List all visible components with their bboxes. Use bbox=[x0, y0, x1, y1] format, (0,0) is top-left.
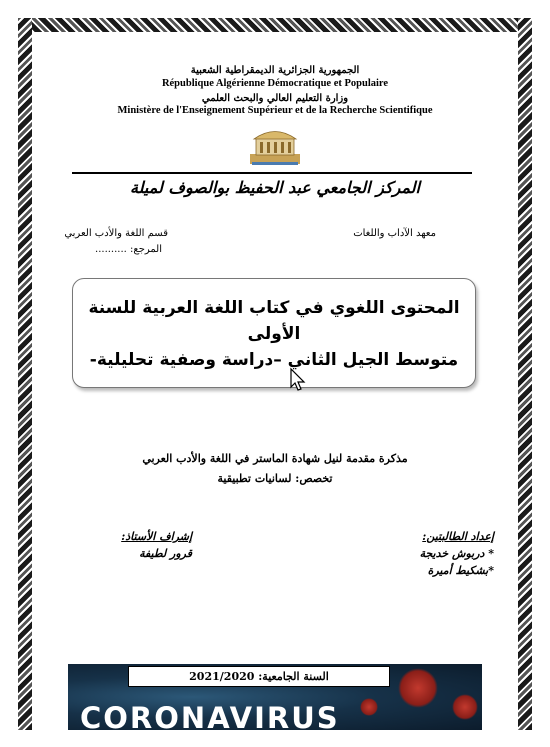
supervisor-label: إشراف الأستاذ: bbox=[121, 530, 192, 543]
virus-particle-icon bbox=[452, 694, 478, 720]
ministry-arabic: وزارة التعليم العالي والبحث العلمي bbox=[201, 93, 349, 104]
memo-purpose: مذكرة مقدمة لنيل شهادة الماستر في اللغة والأدب العربي bbox=[142, 452, 408, 465]
students-block bbox=[420, 528, 494, 579]
ministry-french: Ministère de l'Enseignement Supérieur et de la Recherche Scientifique bbox=[117, 105, 433, 116]
banner-subtitle: COVID-19 bbox=[80, 734, 142, 747]
academic-year: السنة الجامعية: 2021/2020 bbox=[128, 666, 390, 687]
republic-arabic: الجمهورية الجزائرية الديمقراطية الشعبية bbox=[190, 65, 360, 76]
memo-specialty: تخصص: لسانيات تطبيقية bbox=[217, 472, 333, 485]
university-logo bbox=[246, 124, 304, 166]
thesis-title-line2: متوسط الجيل الثاني –دراسة وصفية تحليلية- bbox=[89, 350, 459, 370]
students-label: إعداد الطالبتين: bbox=[422, 530, 494, 543]
decorative-border-top bbox=[18, 18, 532, 32]
thesis-title bbox=[73, 295, 475, 373]
header-divider bbox=[72, 172, 472, 174]
page-frame bbox=[18, 18, 532, 747]
reference-label: المرجع: .......... bbox=[95, 244, 162, 255]
banner-title: CORONAVIRUS bbox=[80, 701, 340, 735]
student-name: * دربوش خديجة bbox=[419, 547, 494, 560]
mouse-pointer-icon bbox=[290, 368, 306, 392]
virus-particle-icon bbox=[398, 668, 438, 708]
virus-particle-icon bbox=[360, 698, 378, 716]
supervisor-block bbox=[121, 528, 192, 562]
decorative-border-right bbox=[518, 18, 532, 730]
supervisor-name: قرور لطيفة bbox=[139, 547, 192, 560]
university-center-name: المركز الجامعي عبد الحفيظ بوالصوف لميلة bbox=[130, 178, 420, 197]
republic-french: République Algérienne Démocratique et Populaire bbox=[161, 78, 389, 89]
student-name: *بشكيط أميرة bbox=[427, 564, 494, 577]
institute-label: معهد الآداب واللغات bbox=[353, 228, 436, 239]
page-content bbox=[32, 32, 518, 747]
thesis-title-line1: المحتوى اللغوي في كتاب اللغة العربية للسنة الأولى bbox=[88, 298, 460, 344]
department-label: قسم اللغة والأدب العربي bbox=[64, 228, 168, 239]
thesis-title-box bbox=[72, 278, 476, 388]
decorative-border-left bbox=[18, 18, 32, 730]
